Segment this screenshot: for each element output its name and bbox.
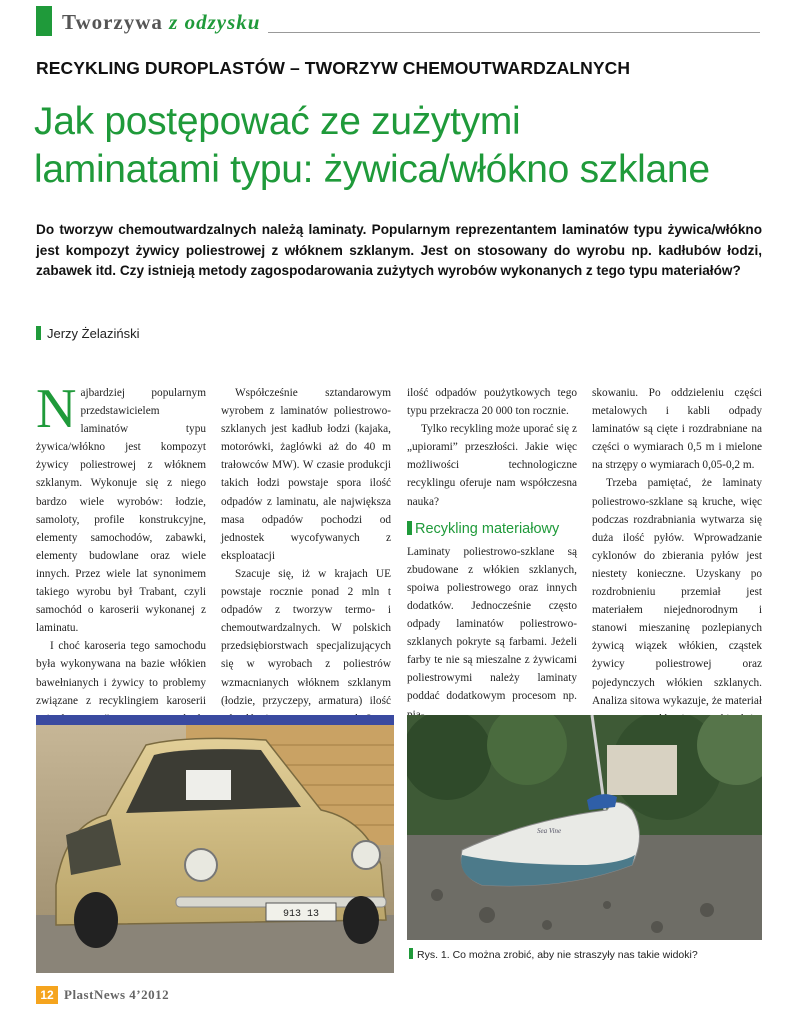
page-number: 12 [36, 986, 58, 1004]
column-2 [221, 384, 391, 746]
title-line-2: laminatami typu: żywica/włókno szklane [34, 148, 710, 191]
caption-bar [409, 948, 413, 959]
section-word-1: Tworzywa [62, 10, 163, 34]
col3-paragraph-3: Laminaty poliestrowo-szklane są zbudowane z włókien szklanych, spoiwa poliestrowego oraz innych dodatków. Jednocześnie często odpady laminatów poliestrowo-szklanych pokryte są farbami. Jeżeli farby te nie są mieszalne z żywicami poliestrowymi należy laminaty poddać dodatkowym procesom np. [407, 545, 577, 703]
dropcap: N [36, 378, 77, 440]
magazine-issue: PlastNews 4’2012 [64, 987, 170, 1002]
title-line-1: Jak postępować ze zużytymi [34, 100, 521, 143]
trabant-photo [36, 715, 394, 973]
col1-p1-text: ajbardziej popularnym przedstawicielem laminatów typu żywica/włókno jest kompozyt żywicy poliestrowej z włóknem szklanym. Wykonuje się z niego bardzo wiele wyrobów: łodzie, samoloty, profile konstrukcyjne, elementy samochodów, zabawki, elementy budowlane oraz wiele innych. Przez wiele lat synonimem takiego wyrobu był Trabant, czyli samochód o karoserii wykonanej z laminatu. [36, 387, 206, 635]
figure-caption [409, 948, 698, 961]
column-3 [407, 384, 577, 724]
lead-paragraph: Do tworzyw chemoutwardzalnych należą laminaty. Popularnym reprezentantem laminatów typu żywica/włókno jest kompozyt żywicy poliestrowej z włóknem szklanym. Jest on stosowany do wyrobu np. kadłubów łodzi, zabawek itd. Czy istnieją metody zagospodarowania zużytych wyrobów wykonanych z tego typu materiałów? [36, 222, 762, 278]
subheading-text: Recykling materiałowy [415, 520, 560, 537]
section-marker [36, 6, 52, 36]
col2-paragraph-2: Szacuje się, iż w krajach UE powstaje rocznie ponad 2 mln t odpadów z tworzyw termo- i chemoutwardzalnych. W polskich przedsiębiorstwach specjalizujących się w wyrobach z poliestrów wzmacnianych włóknem szklanym (łodzie, przyczepy, armatura) ilość [221, 567, 391, 707]
subheading [407, 521, 577, 537]
article-title [34, 98, 774, 194]
caption-text: Rys. 1. Co można zrobić, aby nie straszyły nas takie widoki? [417, 949, 698, 961]
kicker: RECYKLING DUROPLASTÓW – TWORZYW CHEMOUTWARDZALNYCH [36, 58, 631, 78]
boat-name: Sea Vine [537, 827, 562, 835]
license-plate: 913 13 [282, 909, 320, 920]
author-name: Jerzy Żelaziński [47, 326, 140, 341]
col1-paragraph-2: I choć karoseria tego samochodu była wykonywana na bazie włókien bawełnianych i żywicy to problemy związane z recyklingiem karoserii [36, 640, 206, 707]
column-4 [592, 384, 762, 746]
author-byline [36, 326, 139, 341]
col3-paragraph-1: ilość odpadów poużytkowych tego typu przekracza 20 000 ton rocznie. [407, 387, 577, 418]
header-rule [268, 32, 760, 33]
trabant-illustration [36, 715, 394, 973]
boat-photo [407, 715, 762, 940]
col3-paragraph-2: Tylko recykling może uporać się z „upiorami” przeszłości. Jakie więc możliwości technologiczne recyklingu oferuje nam współczesna nauka? [407, 423, 577, 508]
subheading-bar [407, 521, 412, 535]
column-1 [36, 378, 206, 764]
boat-illustration [407, 715, 762, 940]
col2-paragraph-1: Współcześnie sztandarowym wyrobem z laminatów poliestrowo-szklanych jest kadłub łodzi (kajaka, motorówki, żaglówki aż do 40 m trałowców MW). W czasie produkcji takich łodzi powstaje spora ilość odpadów z laminatu, ale największa masa odpadów pochodzi od jednostek wycofywanych z eksploatacji [221, 387, 391, 562]
section-word-2: z odzysku [169, 10, 261, 34]
author-bar [36, 326, 41, 340]
page-footer [0, 986, 810, 1024]
col4-paragraph-1: skowaniu. Po oddzieleniu części metalowych i kabli odpady laminatów są cięte i rozdrabniane na części o wymiarach 0,5 m i mielone na strzępy o wymiarach 0,05-0,2 m. [592, 387, 762, 472]
col4-paragraph-2: Trzeba pamiętać, że laminaty poliestrowo-szklane są kruche, więc podczas rozdrabniania wytwarza się duża ilość pyłów. Wprowadzanie cyklonów do zbierania pyłów jest niestety konieczne. Uzyskany po rozdrobnieniu przemiał jest materiałem niejednorodnym i stanowi mieszaninę pozlepianych żywicą wiązek włókien, cząstek żywicy poliestrowej oraz pojedynczych włókien szklanych. Analiza sitowa wykazuje, że materiał [592, 477, 762, 707]
col1-paragraph-1 [36, 378, 206, 637]
section-title [62, 10, 260, 35]
